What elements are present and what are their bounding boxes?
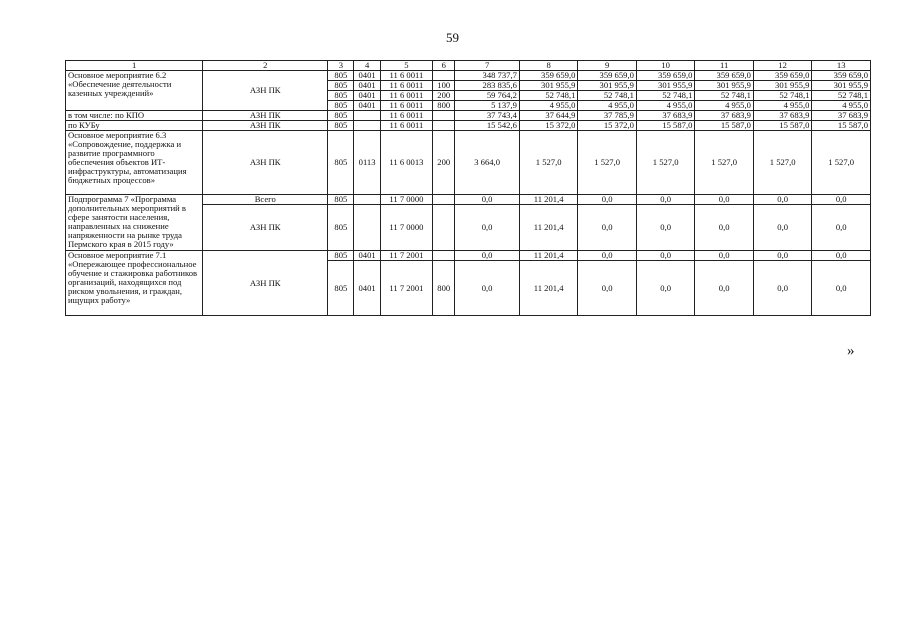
table-cell: 11 7 2001 — [380, 251, 432, 261]
column-header: 2 — [203, 61, 328, 71]
table-cell: 283 835,6 — [455, 81, 520, 91]
table-cell: 11 6 0011 — [380, 71, 432, 81]
table-cell: 0,0 — [455, 205, 520, 251]
table-cell: 805 — [328, 195, 354, 205]
table-cell: 11 7 0000 — [380, 195, 432, 205]
column-header: 13 — [812, 61, 871, 71]
table-cell — [433, 71, 455, 81]
table-cell: 37 683,9 — [636, 111, 695, 121]
table-cell: 805 — [328, 71, 354, 81]
table-cell: 52 748,1 — [578, 91, 637, 101]
table-cell: 11 6 0011 — [380, 111, 432, 121]
column-header: 10 — [636, 61, 695, 71]
row-description: Основное мероприятие 6.3 «Сопровождение, поддержка и развитие программного обеспечения объектов ИТ-инфраструктуры, автоматизация бюджетных процессов» — [66, 131, 203, 195]
table-cell: 0,0 — [812, 261, 871, 316]
table-cell: 0401 — [354, 91, 380, 101]
table-cell: 5 137,9 — [455, 101, 520, 111]
table-cell: 11 6 0011 — [380, 121, 432, 131]
table-cell: 1 527,0 — [578, 131, 637, 195]
table-cell: 15 542,6 — [455, 121, 520, 131]
table-cell: 805 — [328, 131, 354, 195]
row-description: Подпрограмма 7 «Программа дополнительных мероприятий в сфере занятости населения, направленных на снижение напряженности на рынке труда Пермского края в 2015 году» — [66, 195, 203, 251]
table-row — [66, 131, 871, 195]
table-cell — [433, 205, 455, 251]
table-cell: 4 955,0 — [578, 101, 637, 111]
table-cell: 0,0 — [753, 251, 812, 261]
table-cell: 11 6 0013 — [380, 131, 432, 195]
table-cell: 15 587,0 — [636, 121, 695, 131]
header-row — [66, 61, 871, 71]
budget-table — [65, 60, 871, 316]
row-organization: АЗН ПК — [203, 251, 328, 316]
table-cell: 11 6 0011 — [380, 81, 432, 91]
table-cell: 37 683,9 — [695, 111, 754, 121]
table-cell: 200 — [433, 91, 455, 101]
table-cell: 52 748,1 — [753, 91, 812, 101]
table-cell: 348 737,7 — [455, 71, 520, 81]
table-cell: 1 527,0 — [812, 131, 871, 195]
table-cell: 0,0 — [455, 251, 520, 261]
table-cell: 359 659,0 — [753, 71, 812, 81]
table-cell — [433, 121, 455, 131]
column-header: 5 — [380, 61, 432, 71]
table-cell: 0,0 — [636, 261, 695, 316]
table-cell: 4 955,0 — [812, 101, 871, 111]
table-cell — [354, 205, 380, 251]
table-cell: 4 955,0 — [695, 101, 754, 111]
table-cell — [354, 111, 380, 121]
table-cell: 0401 — [354, 81, 380, 91]
table-row — [66, 251, 871, 261]
table-cell: 3 664,0 — [455, 131, 520, 195]
table-cell: 52 748,1 — [636, 91, 695, 101]
table-cell: 805 — [328, 101, 354, 111]
column-header: 12 — [753, 61, 812, 71]
table-cell: 0,0 — [753, 195, 812, 205]
table-cell: 359 659,0 — [812, 71, 871, 81]
table-cell: 4 955,0 — [753, 101, 812, 111]
table-cell: 0113 — [354, 131, 380, 195]
table-cell: 0,0 — [695, 195, 754, 205]
table-cell: 37 683,9 — [753, 111, 812, 121]
table-cell: 15 587,0 — [695, 121, 754, 131]
table-cell: 0,0 — [753, 261, 812, 316]
table-cell: 805 — [328, 121, 354, 131]
table-cell: 59 764,2 — [455, 91, 520, 101]
table-cell: 0,0 — [812, 195, 871, 205]
table-cell: 11 6 0011 — [380, 91, 432, 101]
table-cell: 11 201,4 — [519, 205, 578, 251]
table-cell: 301 955,9 — [753, 81, 812, 91]
table-cell: 1 527,0 — [519, 131, 578, 195]
table-cell: 805 — [328, 261, 354, 316]
table-cell: 301 955,9 — [812, 81, 871, 91]
table-cell — [433, 195, 455, 205]
table-cell: 359 659,0 — [578, 71, 637, 81]
table-cell: 0,0 — [812, 251, 871, 261]
table-cell: 11 7 0000 — [380, 205, 432, 251]
table-cell: 15 372,0 — [519, 121, 578, 131]
table-cell: 1 527,0 — [636, 131, 695, 195]
table-cell — [433, 111, 455, 121]
table-cell: 805 — [328, 251, 354, 261]
table-cell: 0,0 — [578, 261, 637, 316]
row-organization: АЗН ПК — [203, 131, 328, 195]
table-cell: 15 587,0 — [812, 121, 871, 131]
table-cell: 301 955,9 — [578, 81, 637, 91]
table-cell: 0401 — [354, 251, 380, 261]
table-cell: 52 748,1 — [519, 91, 578, 101]
table-cell: 805 — [328, 81, 354, 91]
column-header: 8 — [519, 61, 578, 71]
table-cell: 15 372,0 — [578, 121, 637, 131]
column-header: 1 — [66, 61, 203, 71]
table-cell: 37 785,9 — [578, 111, 637, 121]
table-row — [66, 195, 871, 205]
row-organization: АЗН ПК — [203, 121, 328, 131]
table-row — [66, 121, 871, 131]
column-header: 11 — [695, 61, 754, 71]
table-cell: 0,0 — [636, 205, 695, 251]
row-description: по КУБу — [66, 121, 203, 131]
table-cell: 0,0 — [695, 205, 754, 251]
table-cell: 359 659,0 — [519, 71, 578, 81]
row-description: в том числе: по КПО — [66, 111, 203, 121]
table-cell: 0,0 — [455, 261, 520, 316]
table-cell: 0,0 — [753, 205, 812, 251]
table-cell: 0,0 — [636, 195, 695, 205]
table-cell: 0,0 — [812, 205, 871, 251]
table-cell: 1 527,0 — [695, 131, 754, 195]
table-cell: 301 955,9 — [519, 81, 578, 91]
table-cell: 4 955,0 — [519, 101, 578, 111]
table-cell: 0,0 — [695, 251, 754, 261]
table-cell: 0,0 — [578, 205, 637, 251]
table-cell: 0,0 — [636, 251, 695, 261]
table-cell: 800 — [433, 261, 455, 316]
table-cell: 11 7 2001 — [380, 261, 432, 316]
table-cell: 52 748,1 — [695, 91, 754, 101]
row-description: Основное мероприятие 7.1 «Опережающее профессиональное обучение и стажировка работников организаций, находящихся под риском увольнения, и граждан, ищущих работу» — [66, 251, 203, 316]
table-cell: 359 659,0 — [695, 71, 754, 81]
table-cell: 15 587,0 — [753, 121, 812, 131]
table-cell: 0,0 — [578, 251, 637, 261]
table-cell: 805 — [328, 111, 354, 121]
table-cell: 301 955,9 — [695, 81, 754, 91]
table-cell: 805 — [328, 91, 354, 101]
table-cell: 11 201,4 — [519, 251, 578, 261]
table-cell — [354, 121, 380, 131]
table-cell: 1 527,0 — [753, 131, 812, 195]
column-header: 4 — [354, 61, 380, 71]
closing-quote: » — [847, 343, 855, 359]
row-organization-total: Всего — [203, 195, 328, 205]
table-cell: 37 743,4 — [455, 111, 520, 121]
row-description: Основное мероприятие 6.2 «Обеспечение деятельности казенных учреждений» — [66, 71, 203, 111]
row-organization: АЗН ПК — [203, 205, 328, 251]
table-cell: 37 683,9 — [812, 111, 871, 121]
table-cell — [354, 195, 380, 205]
row-organization: АЗН ПК — [203, 111, 328, 121]
table-cell — [433, 251, 455, 261]
table-cell: 0,0 — [578, 195, 637, 205]
table-cell: 52 748,1 — [812, 91, 871, 101]
row-organization: АЗН ПК — [203, 71, 328, 111]
page-number: 59 — [446, 30, 459, 45]
table-cell: 800 — [433, 101, 455, 111]
column-header: 7 — [455, 61, 520, 71]
table-row — [66, 71, 871, 81]
column-header: 6 — [433, 61, 455, 71]
table-cell: 805 — [328, 205, 354, 251]
column-header: 9 — [578, 61, 637, 71]
table-cell: 0401 — [354, 71, 380, 81]
table-cell: 0401 — [354, 101, 380, 111]
table-cell: 100 — [433, 81, 455, 91]
table-cell: 11 6 0011 — [380, 101, 432, 111]
table-cell: 301 955,9 — [636, 81, 695, 91]
table-cell: 11 201,4 — [519, 261, 578, 316]
table-cell: 200 — [433, 131, 455, 195]
table-cell: 0,0 — [455, 195, 520, 205]
column-header: 3 — [328, 61, 354, 71]
table-cell: 11 201,4 — [519, 195, 578, 205]
table-cell: 0401 — [354, 261, 380, 316]
table-cell: 359 659,0 — [636, 71, 695, 81]
table-cell: 37 644,9 — [519, 111, 578, 121]
table-cell: 0,0 — [695, 261, 754, 316]
table-row — [66, 111, 871, 121]
table-cell: 4 955,0 — [636, 101, 695, 111]
